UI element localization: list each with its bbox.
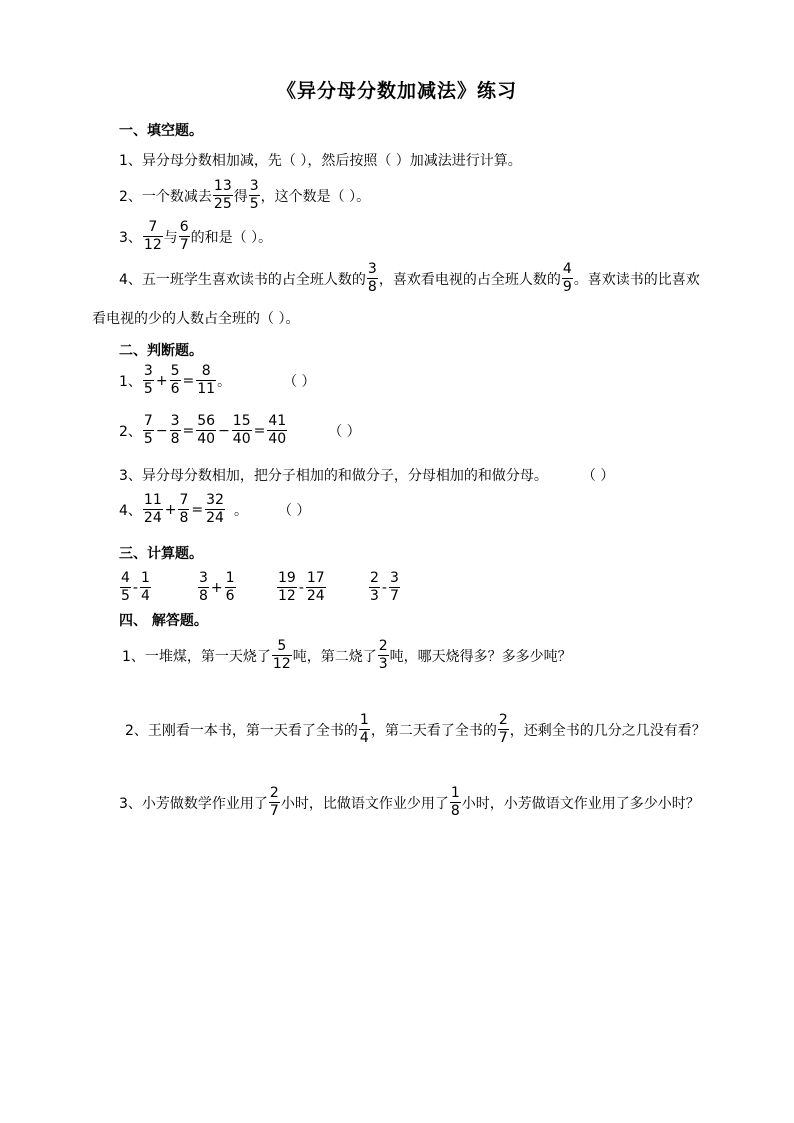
fill-question-4-continued: 看电视的少的人数占全班的（ ）。	[92, 311, 300, 327]
word-problem-1: 1、一堆煤，第一天烧了 $\frac{5}{12}$ 吨，第二烧了 $\frac{2}{3}$ 吨，哪天烧得多？多多少吨？	[122, 638, 572, 672]
fraction: $\frac{4}{9}$	[562, 261, 572, 295]
fraction: $\frac{7}{12}$	[143, 219, 162, 253]
judge-question-4: 4、 $\frac{11}{24}$ + $\frac{7}{8}$ = $\frac{32}{24}$ 。 （ ）	[119, 492, 311, 526]
answer-parentheses: （ ）	[283, 373, 316, 390]
section-word-problems-heading: 四、 解答题。	[119, 613, 208, 629]
calc-expression-3: $\frac{19}{12}$ - $\frac{17}{24}$	[278, 570, 325, 604]
fraction: $\frac{4}{5}$	[121, 570, 130, 604]
calc-expression-1: $\frac{4}{5}$ - $\frac{1}{4}$	[121, 570, 150, 604]
fraction: $\frac{1}{4}$	[140, 570, 150, 604]
fraction: $\frac{17}{24}$	[306, 570, 325, 604]
fraction: $\frac{7}{5}$	[143, 413, 153, 447]
fraction: $\frac{11}{24}$	[143, 492, 162, 526]
section-judge-heading: 二、判断题。	[119, 343, 203, 359]
fraction: $\frac{7}{8}$	[179, 492, 189, 526]
fraction: $\frac{2}{7}$	[498, 712, 508, 746]
answer-parentheses: （ ）	[277, 502, 311, 519]
fraction: $\frac{2}{7}$	[269, 785, 279, 819]
fraction: $\frac{1}{4}$	[359, 712, 369, 746]
fraction: $\frac{6}{7}$	[179, 219, 189, 253]
judge-question-2: 2、 $\frac{7}{5}$ − $\frac{3}{8}$ = $\frac{56}{40}$ − $\frac{15}{40}$ = $\frac{41}{40}$ （ ）	[119, 413, 361, 447]
fraction: $\frac{3}{8}$	[170, 413, 180, 447]
fraction: $\frac{1}{6}$	[225, 570, 235, 604]
page-title: 《异分母分数加减法》练习	[276, 80, 517, 102]
fraction: $\frac{3}{8}$	[367, 261, 377, 295]
fraction: $\frac{8}{11}$	[197, 363, 216, 397]
fraction: $\frac{3}{7}$	[389, 570, 399, 604]
judge-question-1: 1、 $\frac{3}{5}$ + $\frac{5}{6}$ = $\frac{8}{11}$ 。 （ ）	[119, 363, 316, 397]
fraction: $\frac{5}{12}$	[272, 638, 291, 672]
fraction: $\frac{5}{6}$	[170, 363, 180, 397]
calc-expression-2: $\frac{3}{8}$ + $\frac{1}{6}$	[199, 570, 235, 604]
fill-question-2: 2、一个数减去 $\frac{13}{25}$ 得 $\frac{3}{5}$ ，这个数是（ ）。	[119, 178, 371, 212]
fraction: $\frac{15}{40}$	[232, 413, 251, 447]
fraction: $\frac{13}{25}$	[213, 178, 232, 212]
fraction: $\frac{41}{40}$	[268, 413, 287, 447]
fill-question-1: 1、异分母分数相加减，先（ ），然后按照（ ）加减法进行计算。	[119, 153, 522, 169]
fraction: $\frac{2}{3}$	[378, 638, 388, 672]
answer-parentheses: （ ）	[581, 468, 615, 484]
fill-question-3: 3、 $\frac{7}{12}$ 与 $\frac{6}{7}$ 的和是（ ）。	[119, 219, 273, 253]
fill-question-4: 4、五一班学生喜欢读书的占全班人数的 $\frac{3}{8}$ ，喜欢看电视的占全班人数的 $\frac{4}{9}$ 。喜欢读书的比喜欢	[119, 261, 700, 295]
fraction: $\frac{56}{40}$	[197, 413, 216, 447]
calc-expression-4: $\frac{2}{3}$ - $\frac{3}{7}$	[370, 570, 399, 604]
fraction: $\frac{3}{5}$	[249, 178, 259, 212]
word-problem-2: 2、王刚看一本书，第一天看了全书的 $\frac{1}{4}$ ，第二天看了全书的 $\frac{2}{7}$ ，还剩全书的几分之几没有看？	[125, 712, 706, 746]
section-calculate-heading: 三、计算题。	[119, 546, 203, 562]
fraction: $\frac{2}{3}$	[370, 570, 379, 604]
judge-question-3: 3、异分母分数相加，把分子相加的和做分子，分母相加的和做分母。 （ ）	[119, 465, 614, 485]
fraction: $\frac{3}{5}$	[143, 363, 153, 397]
answer-parentheses: （ ）	[328, 423, 361, 440]
fraction: $\frac{3}{8}$	[199, 570, 208, 604]
fraction: $\frac{1}{8}$	[450, 785, 460, 819]
word-problem-3: 3、小芳做数学作业用了 $\frac{2}{7}$ 小时，比做语文作业少用了 $\frac{1}{8}$ 小时，小芳做语文作业用了多少小时？	[119, 785, 700, 819]
section-fill-blank-heading: 一、填空题。	[119, 123, 203, 139]
fraction: $\frac{32}{24}$	[206, 492, 224, 526]
fraction: $\frac{19}{12}$	[278, 570, 296, 604]
